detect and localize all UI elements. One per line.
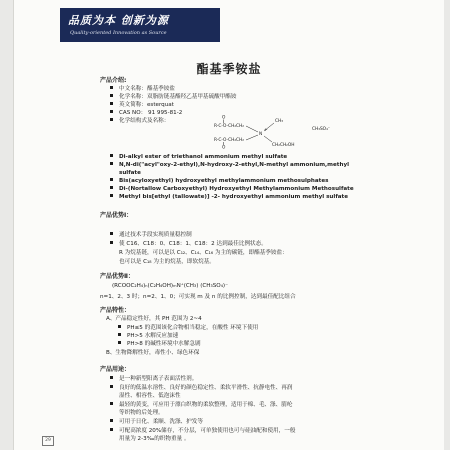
bullet-icon bbox=[110, 186, 113, 189]
bullet-icon bbox=[110, 428, 113, 431]
header-banner bbox=[60, 8, 220, 42]
property-a-item: PH>5 水解反应加速 bbox=[118, 333, 178, 340]
structure-counter-ion: CH₃SO₄⁻ bbox=[312, 127, 331, 132]
bullet-icon bbox=[110, 241, 113, 244]
properties-heading: 产品特性： bbox=[100, 307, 131, 314]
use-item: 可配高浓度 20%储存，不分层，可单独使用也可与硅油配和使用，一般 bbox=[110, 428, 295, 435]
name-item: N,N-di("acyl"oxy-2-ethyl),N-hydroxy-2-ethyl,N-methyl ammonium,methyl bbox=[110, 162, 349, 169]
intro-field-cas: CAS NO： 91 995-81-2 bbox=[110, 110, 182, 117]
property-a-item: PH>8 的碱性环境中水解急剧 bbox=[118, 341, 201, 348]
structure-oxygen-bottom: O bbox=[222, 145, 226, 149]
structure-bond-3 bbox=[264, 123, 274, 131]
bullet-icon bbox=[110, 94, 113, 97]
bullet-icon bbox=[110, 385, 113, 388]
use-item-continued: 等织物的后处理。 bbox=[119, 410, 164, 416]
structure-ch3: CH₃ bbox=[275, 119, 283, 124]
use-item: 最轻的黄变，可应用于漂白织物的柔软整理，适用于棉、毛、涤、腈纶 bbox=[110, 402, 292, 409]
bullet-icon bbox=[110, 402, 113, 405]
bullet-icon bbox=[110, 178, 113, 181]
structure-bond-2 bbox=[246, 135, 258, 140]
structure-oxygen-top: O bbox=[222, 115, 226, 121]
bullet-icon bbox=[118, 325, 121, 328]
bullet-icon bbox=[110, 194, 113, 197]
bullet-icon bbox=[110, 162, 113, 165]
advantage-1-item: 使 C16、C18：0、C18：1、C18：2 达到最佳比例状态。 bbox=[110, 241, 267, 248]
property-a: A、产品稳定性好，其 PH 范围为 2~4 bbox=[106, 316, 202, 322]
property-a-item: PH≤5 的范围该化合物相当稳定，在酸性 环境下使用 bbox=[118, 325, 258, 332]
use-item: 良好的低温水溶性、良好的颜色稳定性、柔软平滑性、抗静电性、再润 bbox=[110, 385, 292, 392]
use-item-continued: 用量为 2-3‰的织物重量 。 bbox=[119, 436, 190, 442]
bullet-icon bbox=[110, 86, 113, 89]
intro-field-en-name: 英文简称：esterquat bbox=[110, 102, 174, 109]
advantage-1-note: R 为烷基链，可以是以 C₁₂、C₁₄、C₁₆ 为主的碳链，即酯基季铵盐： bbox=[119, 250, 288, 256]
intro-field-structure: 化学结构式及名称： bbox=[110, 118, 169, 125]
name-item-continued: sulfate bbox=[119, 170, 141, 176]
page-number: 29 bbox=[42, 436, 54, 446]
bullet-icon bbox=[110, 232, 113, 235]
use-item: 可用于日化、柔顺、洗涤、护发等 bbox=[110, 419, 203, 426]
name-item: Di-(Nortallow Carboxyethyl) Hydroxyethyl Methylammonium Methosulfate bbox=[110, 186, 354, 193]
bullet-icon bbox=[110, 118, 113, 121]
advantage-2-formula: (RCOOC₂H₄)ₙ(C₂H₄OH)ₘN⁺(CH₃) (CH₃SO₄)⁻ bbox=[112, 283, 229, 289]
page-title: 酯基季铵盐 bbox=[196, 62, 262, 76]
bullet-icon bbox=[118, 333, 121, 336]
uses-heading: 产品用途： bbox=[100, 366, 131, 373]
advantage-2-note: n=1、2、3 时；n=2、1、0；可实现 m 及 n 的比例控制，达到最佳配比组合 bbox=[100, 294, 296, 300]
document-page bbox=[14, 0, 444, 450]
structure-bond-1 bbox=[246, 126, 258, 132]
banner-slogan-en: Quality-oriented Innovation as Source bbox=[70, 30, 167, 36]
advantage-1-item: 通过技术手段实现质量稳控制 bbox=[110, 232, 192, 239]
bullet-icon bbox=[110, 419, 113, 422]
advantage-2-heading: 产品优势Ⅱ： bbox=[100, 273, 134, 280]
bullet-icon bbox=[110, 376, 113, 379]
structure-side-chain: CH₂CH₂OH bbox=[272, 143, 295, 148]
property-b: B、生物降解性好，毒性小、绿色环保 bbox=[106, 350, 200, 356]
bullet-icon bbox=[110, 110, 113, 113]
use-item-continued: 湿性、相容性、低泡沫性 bbox=[119, 393, 181, 399]
structure-charge: + bbox=[264, 128, 268, 133]
structure-nitrogen: N bbox=[259, 132, 263, 137]
name-item: Bis(acyloxyethyl) hydroxyethyl methylammonium methosulphates bbox=[110, 178, 328, 185]
name-item: Methyl bis[ethyl (tallowate)] -2- hydroxyethyl ammonium methyl sulfate bbox=[110, 194, 348, 201]
structure-bond-4 bbox=[264, 136, 272, 142]
structure-row1: R-C-O-CH₂CH₂ bbox=[214, 124, 244, 129]
intro-heading: 产品介绍: bbox=[100, 77, 127, 84]
advantage-1-heading: 产品优势Ⅰ： bbox=[100, 212, 133, 219]
intro-field-chem-name: 化学名称：双脂肪链基酯羟乙基甲基硫酸甲酯铵 bbox=[110, 94, 236, 101]
bullet-icon bbox=[110, 102, 113, 105]
intro-field-cn-name: 中文名称：酯基季铵盐 bbox=[110, 86, 175, 93]
use-item: 是一种新型阳离子表面活性剂。 bbox=[110, 376, 197, 383]
chemical-structure-diagram bbox=[212, 115, 352, 149]
advantage-1-note: 也可以是 C₁₈ 为主的烷基，即软烷基。 bbox=[119, 259, 215, 265]
structure-row2: R-C-O-CH₂CH₂ bbox=[214, 138, 244, 143]
bullet-icon bbox=[118, 341, 121, 344]
bullet-icon bbox=[110, 154, 113, 157]
banner-slogan: 品质为本 创新为源 bbox=[68, 14, 169, 27]
name-item: Di-alkyl ester of triethanol ammonium methyl sulfate bbox=[110, 154, 287, 161]
